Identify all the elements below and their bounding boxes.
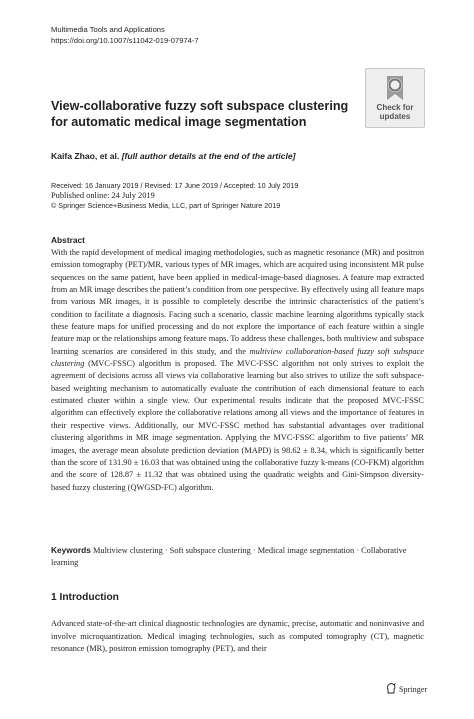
abstract-text-part2: (MVC-FSSC) algorithm is proposed. The MVC-FSSC algorithm not only strives to exploit the agreement of decisions across all views via collaborative learning but also strives to utilize the soft subspace-based weighting mechanism to automatically evaluate the contribution of each dimensional feature to each estimated cluster within a single view. Our experimental results indicate that the proposed MVC-FSSC algorithm can effectively explore the collaborative relations among all views and the importance of features in their respective views. Additionally, our MVC-FSSC method has substantial advantages over traditional clustering algorithms in MR image segmentation. Applying the MVC-FSSC algorithm to five patients’ MR images, the average mean absolute prediction deviation (MAPD) is 98.62 ± 8.34, which is significantly better than the score of 131.90 ± 16.03 that was obtained using the collaborative fuzzy k-means (CO-FKM) algorithm and the score of 128.87 ± 11.32 that was obtained using the quadratic weights and Gini-Simpson diversity-based fuzzy clustering (QWGSD-FC) algorithm. — [51, 359, 424, 492]
doi-link[interactable]: https://doi.org/10.1007/s11042-019-07974-7 — [51, 36, 199, 45]
journal-name: Multimedia Tools and Applications — [51, 25, 165, 34]
publisher-name: Springer — [399, 685, 428, 694]
abstract-body — [51, 247, 424, 494]
article-title: View-collaborative fuzzy soft subspace clustering for automatic medical image segmentation — [51, 99, 349, 129]
author-details-note[interactable]: [full author details at the end of the article] — [121, 151, 296, 161]
check-for-updates-button[interactable] — [365, 68, 425, 128]
keywords-block — [51, 544, 424, 570]
abstract-emphasis: multiview collaboration-based fuzzy soft subspace clustering — [51, 346, 424, 369]
introduction-body: Advanced state-of-the-art clinical diagnostic technologies are dynamic, precise, automatic and noninvasive and involve microquantization. Medical imaging technologies, such as computed tomography (CT), magnetic resonance (MR), positron emission tomography (PET), and their — [51, 619, 424, 654]
bookmark-ring-icon — [385, 74, 405, 102]
abstract-text-part1: With the rapid development of medical imaging methodologies, such as magnetic resonance (MR) and positron emission tomography (PET)/MR, various types of MR images, which are acquired using inconsistent MR pulse sequences on the same patient, have been applied in medical-image-based diagnoses. A feature map extracted from an MR image describes the patient’s condition from one perspective. By effectively using all feature maps from various MR images, it is possible to completely describe the intrinsic characteristics of the patient’s condition to facilitate a diagnosis. Facing such a scenario, classic machine learning algorithms typically stack these feature maps for unified processing and do not explore the importance of each feature within a single feature map or the relationships among feature maps. To address these challenges, both multiview and subspace learning scenarios are considered in this study, and the — [51, 248, 424, 356]
abstract-heading: Abstract — [51, 235, 85, 245]
publisher-logo — [385, 682, 427, 694]
author-names: Kaifa Zhao, et al. — [51, 151, 120, 161]
keywords-list: Multiview clustering · Soft subspace clustering · Medical image segmentation · Collaborative learning — [51, 546, 407, 568]
springer-horse-icon — [385, 682, 397, 694]
section-heading-introduction: 1 Introduction — [51, 592, 119, 603]
journal-header — [51, 24, 199, 46]
published-online: Published online: 24 July 2019 — [51, 191, 155, 200]
copyright-line: © Springer Science+Business Media, LLC, part of Springer Nature 2019 — [51, 201, 281, 210]
article-history — [51, 181, 298, 211]
history-dates: Received: 16 January 2019 / Revised: 17 June 2019 / Accepted: 10 July 2019 — [51, 181, 299, 190]
keywords-heading: Keywords — [51, 545, 91, 555]
author-line — [51, 151, 296, 161]
check-for-updates-label: Check for updates — [376, 103, 414, 121]
